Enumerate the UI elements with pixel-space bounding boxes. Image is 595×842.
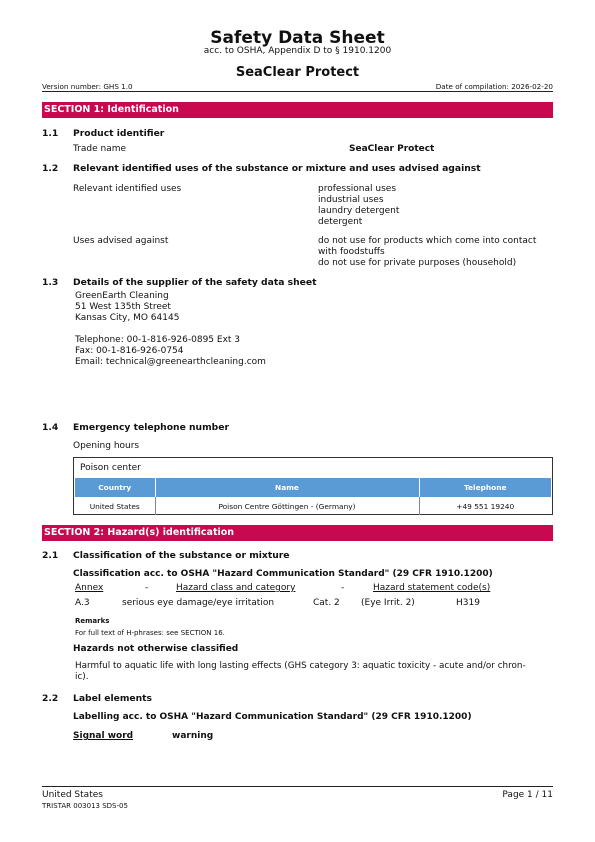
section-1-3-number: 1.3 [42,277,59,288]
supplier-city: Kansas City, MO 64145 [75,313,180,323]
section-2-1-number: 2.1 [42,550,59,561]
remarks-label: Remarks [75,617,110,625]
supplier-telephone: Telephone: 00-1-816-926-0895 Ext 3 [75,335,241,345]
footer-country: United States [42,790,103,800]
signal-word-label: Signal word [73,731,134,741]
uses-advised-against-label: Uses advised against [73,236,169,246]
section-1-bar: SECTION 1: Identification [42,102,553,118]
section-2-2-heading: Label elements [73,693,153,704]
identified-use: professional uses [318,184,397,194]
page-number: Page 1 / 11 [502,790,553,800]
table-row [75,497,551,515]
identified-use: industrial uses [318,195,384,205]
trade-name-label: Trade name [73,144,127,154]
section-1-4-number: 1.4 [42,422,59,433]
classification-heading: Classification acc. to OSHA "Hazard Communication Standard" (29 CFR 1910.1200) [73,569,493,579]
footer-divider [42,786,553,787]
labelling-heading: Labelling acc. to OSHA "Hazard Communication Standard" (29 CFR 1910.1200) [73,712,472,722]
poison-center-table [75,478,551,515]
header-divider [42,91,553,92]
identified-use: laundry detergent [318,206,400,216]
section-2-bar: SECTION 2: Hazard(s) identification [42,525,553,541]
column-separator: - [341,583,345,593]
document-title: Safety Data Sheet [210,28,385,48]
poison-center-title: Poison center [80,463,141,473]
remarks-text: For full text of H-phrases: see SECTION 16. [75,629,225,637]
table-header-row [75,478,551,497]
supplier-email[interactable]: Email: technical@greenearthcleaning.com [75,357,266,367]
hazard-class-value: serious eye damage/eye irritation [122,598,275,608]
cell-telephone: +49 551 19240 [456,501,515,511]
section-1-1-heading: Product identifier [73,128,165,139]
advised-against-use: do not use for products which come into contact [318,236,537,246]
supplier-fax: Fax: 00-1-816-926-0754 [75,346,184,356]
document-subtitle: acc. to OSHA, Appendix D to § 1910.1200 [203,46,392,56]
column-hazard-statement: Hazard statement code(s) [373,583,491,593]
hazards-not-classified-text: Harmful to aquatic life with long lasting effects (GHS category 3: aquatic toxicity - acute and/or chron- [75,661,526,671]
column-hazard-class: Hazard class and category [176,583,296,593]
section-1-4-heading: Emergency telephone number [73,422,229,433]
cell-name: Poison Centre Göttingen - (Germany) [155,497,419,515]
product-name: SeaClear Protect [235,65,360,80]
signal-word-value: warning [172,731,214,741]
section-2-2-number: 2.2 [42,693,59,704]
supplier-street: 51 West 135th Street [75,302,171,312]
column-header-country: Country [75,478,155,497]
identified-use: detergent [318,217,363,227]
annex-value: A.3 [75,598,90,608]
trade-name-value: SeaClear Protect [349,144,435,154]
identified-uses-label: Relevant identified uses [73,184,182,194]
hazard-statement-value: H319 [456,598,480,608]
hazard-category-value: Cat. 2 [313,598,340,608]
section-2-1-heading: Classification of the substance or mixture [73,550,290,561]
section-1-3-heading: Details of the supplier of the safety data sheet [73,277,317,288]
column-separator: - [145,583,149,593]
hazards-not-classified-heading: Hazards not otherwise classified [73,644,239,654]
cell-country: United States [75,497,155,515]
section-1-2-number: 1.2 [42,163,59,174]
hazard-code-value: (Eye Irrit. 2) [361,598,415,608]
supplier-company: GreenEarth Cleaning [75,291,169,301]
compilation-date: Date of compilation: 2026-02-20 [435,82,553,91]
advised-against-use: do not use for private purposes (household) [318,258,517,268]
opening-hours-label: Opening hours [73,441,140,451]
hazards-not-classified-text: ic). [75,672,89,682]
column-header-name: Name [155,478,419,497]
column-annex: Annex [75,583,104,593]
section-1-1-number: 1.1 [42,128,59,139]
document-id: TRISTAR 003013 SDS-05 [42,802,128,810]
version-number: Version number: GHS 1.0 [42,82,133,91]
section-1-2-heading: Relevant identified uses of the substance or mixture and uses advised against [73,163,481,174]
column-header-telephone: Telephone [419,478,551,497]
advised-against-use: with foodstuffs [318,247,385,257]
